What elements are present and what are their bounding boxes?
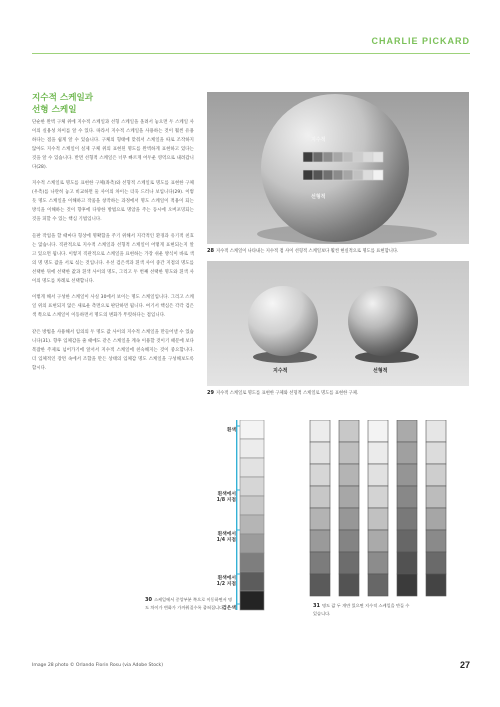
caption-text: 명도 값 두 개만 있으면 지수적 스케일을 만들 수 있습니다.: [313, 603, 410, 616]
caption-text: 지수적 스케일로 명도를 표현한 구체와 선형적 스케일로 명도를 표현한 구체.: [215, 391, 359, 396]
figure-29-two-spheres: [207, 261, 469, 386]
scale-swatch: [310, 508, 330, 530]
value-swatch: [240, 458, 264, 477]
exponential-swatch: [333, 152, 343, 162]
figure-28-caption: [207, 248, 469, 255]
paragraph-4: 이렇게 해서 구성한 스케일이 사실 30에서 보이는 명도 스케일입니다. 그리고 스케일 위의 표현되지 않은 새로운 측면으로 판단하면 됩니다. 여기서 핵심은 각각 검은색 쪽으로 스케일이 이동하면서 명도의 변화가 뚜렷하다는 점입니다.: [32, 295, 194, 319]
page-number: 27: [459, 660, 470, 670]
body-text-column: [32, 92, 194, 382]
scale-swatch: [397, 420, 417, 442]
label-one-eighth: 흰색에서 1/8 지점: [216, 492, 236, 503]
label-white: 흰색: [226, 428, 236, 433]
scale-swatch: [397, 486, 417, 508]
figure-31-caption: [313, 602, 413, 617]
scale-swatch: [426, 508, 446, 530]
linear-swatch: [343, 170, 353, 180]
author-name: CHARLIE PICKARD: [371, 36, 470, 46]
scale-accent-bar: [236, 420, 237, 610]
value-swatch: [240, 534, 264, 553]
value-swatch: [240, 420, 264, 439]
scale-swatch: [397, 508, 417, 530]
scale-swatch: [368, 420, 388, 442]
value-swatch: [240, 553, 264, 572]
scale-swatch: [397, 574, 417, 596]
caption-number: 31: [313, 603, 320, 609]
two-spheres-illustration: [207, 261, 469, 386]
scale-swatch: [426, 574, 446, 596]
caption-number: 29: [207, 390, 214, 396]
exponential-swatch: [313, 152, 323, 162]
scale-swatch: [368, 486, 388, 508]
linear-swatch: [333, 170, 343, 180]
scale-swatch: [339, 486, 359, 508]
figure-28-sphere-scales: [207, 92, 469, 244]
caption-number: 30: [145, 597, 152, 603]
scale-swatch: [310, 442, 330, 464]
scale-swatch: [339, 552, 359, 574]
sphere-illustration: [207, 92, 469, 244]
caption-text: 스케일에서 중앙부분 쪽으로 이동하면서 명도 차이가 변화가 가까워질수록 좁혀집니다.: [145, 597, 233, 610]
paragraph-1: 단순한 완벽 구체 위에 지수적 스케일과 선형 스케일을 올려서 놓으면 두 스케일 사이의 실용성 차이를 알 수 있다. 따라서 지수적 스케일을 사용하는 것이 훨씬 유용하다는 점을 쉽게 알 수 있습니다. 구체의 형태에 맞춰서 스케일을 따로 조작하지 않아도 지수적 스케일이 실제 구체 위의 표현된 명도를 완벽하게 표현하고 있다는 것을 알 수 있습니다. 반면 선형적 스케일은 너무 빠르게 어두운 영역으로 내려갑니다(28).: [32, 120, 194, 170]
value-swatch: [240, 439, 264, 458]
scale-swatch: [426, 486, 446, 508]
scale-swatch: [426, 530, 446, 552]
scale-swatch: [397, 464, 417, 486]
exponential-sphere: [248, 286, 318, 356]
linear-swatch: [353, 170, 363, 180]
paragraph-5: 같은 방법을 사용해서 임의의 두 명도 값 사이의 지수적 스케일을 만들어낼 수 있습니다(31). 향후 입체감을 줄 때에도 같은 스케일을 계속 이용할 것이기 때문에 보다 복잡한 주제로 넘어가기에 앞서서 지수적 스케일에 친숙해지는 것이 중요합니다. 더 입체적인 장면 속에서 조합을 만든 상태의 입체감 명도 스케일을 구성해보도록 합시다.: [32, 330, 194, 371]
figure-30-value-scale: [236, 420, 268, 612]
paragraph-3: 들판 작업을 할 때마다 형상에 명확함을 주기 위해서 지각적인 환경과 유기적 친효는 않습니다. 직관적으로 지수적 스케일과 선형적 스케일이 어떻게 표현되는지 알고 있으면 됩니다. 이렇지 직관적으로 스케일을 표현하는 가장 쉬운 방식이 바로 색의 명 명도 값을 서로 섞는 것입니다. 우선 검은색과 흰색 사이 중간 지점의 명도를 선택한 뒤에 선택한 값과 흰색 사이의 명도, 그리고 두 번째 선택한 명도와 흰색 사이의 명도를 차례로 선택합니다.: [32, 233, 194, 284]
exponential-strip: [303, 152, 383, 162]
linear-sphere: [348, 286, 418, 356]
value-swatch: [240, 572, 264, 591]
left-sphere-label: 지수적: [273, 368, 288, 374]
exponential-swatch: [363, 152, 373, 162]
scale-swatch: [397, 530, 417, 552]
linear-swatch: [373, 170, 383, 180]
exponential-scale-columns: [310, 420, 446, 596]
caption-text: 지수적 스케일이 나타내는 지수적 점 사이 선형적 스케일보다 훨씬 현실적으로 명도를 표현합니다.: [215, 249, 399, 254]
section-title-line-2: 선형 스케일: [32, 105, 77, 115]
value-swatch: [240, 477, 264, 496]
exponential-swatch: [323, 152, 333, 162]
exponential-swatch: [353, 152, 363, 162]
section-title-line-1: 지수적 스케일과: [32, 93, 94, 103]
exponential-swatch: [373, 152, 383, 162]
scale-swatch: [310, 530, 330, 552]
exponential-label: 지수적: [311, 137, 326, 143]
value-scale-swatches: [240, 420, 264, 610]
value-swatch: [240, 496, 264, 515]
figure-29-caption: [207, 390, 469, 397]
figure-31-scales: [308, 420, 458, 598]
scale-swatch: [397, 442, 417, 464]
value-swatch: [240, 515, 264, 534]
paragraph-2: 지수적 스케일로 명도를 표현한 구체(좌측)와 선형적 스케일로 명도를 표현한 구체(우측)를 나란히 놓고 비교하면 둘 사이의 차이는 더욱 드러나 보입니다(29). 이렇듯 명도 스케일을 이해하고 작품을 창작하는 과정에서 명도 스케일이 적용이 되는 방식을 이해하는 것이 향후에 다양한 방법으로 명암을 주는 동시에 오버포밍되는 것을 피할 수 있는 핵심 기법입니다.: [32, 181, 194, 223]
figure-30-labels: [200, 428, 236, 618]
scale-swatch: [339, 442, 359, 464]
scale-swatch: [368, 552, 388, 574]
linear-swatch: [323, 170, 333, 180]
header-divider: [32, 53, 470, 54]
caption-number: 28: [207, 248, 214, 254]
scale-swatch: [310, 552, 330, 574]
exponential-swatch: [303, 152, 313, 162]
linear-strip: [303, 170, 383, 180]
image-credit: Image 28 photo © Orlando Florin Rosu (via Adobe Stock): [32, 663, 163, 668]
scale-swatch: [310, 464, 330, 486]
value-scale-connectors: [236, 420, 240, 610]
linear-label: 선형적: [311, 194, 326, 200]
label-one-quarter: 흰색에서 1/4 지점: [216, 532, 236, 543]
scale-swatch: [339, 530, 359, 552]
scale-swatch: [339, 420, 359, 442]
scale-swatch: [310, 574, 330, 596]
scale-swatch: [339, 464, 359, 486]
sphere-shape: [261, 94, 409, 242]
scale-swatch: [426, 464, 446, 486]
scale-swatch: [426, 420, 446, 442]
scale-swatch: [339, 508, 359, 530]
scale-swatch: [368, 508, 388, 530]
scale-swatch: [339, 574, 359, 596]
exponential-swatch: [343, 152, 353, 162]
scale-swatch: [368, 464, 388, 486]
linear-swatch: [363, 170, 373, 180]
scale-swatch: [368, 530, 388, 552]
scale-swatch: [310, 486, 330, 508]
scale-swatch: [368, 442, 388, 464]
label-one-half: 흰색에서 1/2 지점: [216, 576, 236, 587]
section-title: [32, 92, 194, 116]
linear-swatch: [303, 170, 313, 180]
scale-swatch: [310, 420, 330, 442]
right-sphere-label: 선형적: [373, 368, 388, 374]
scale-swatch: [397, 552, 417, 574]
scale-swatch: [368, 574, 388, 596]
linear-swatch: [313, 170, 323, 180]
figure-30-caption: [145, 596, 233, 611]
scale-swatch: [426, 442, 446, 464]
value-swatch: [240, 591, 264, 610]
scale-swatch: [426, 552, 446, 574]
label-black: 검은색: [222, 606, 236, 611]
